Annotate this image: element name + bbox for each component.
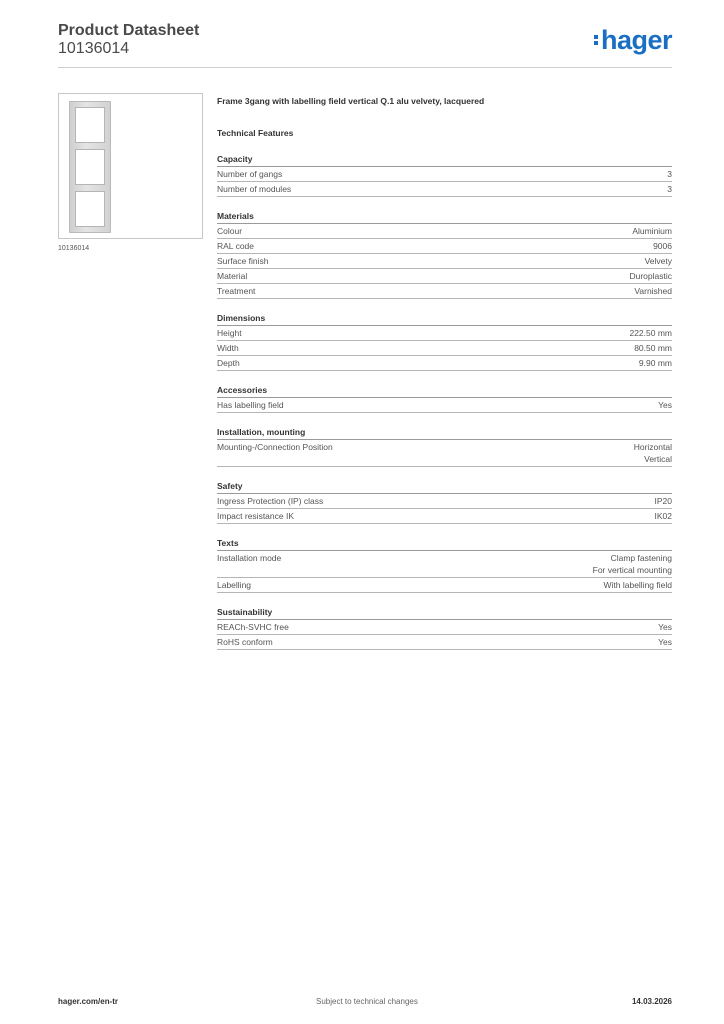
- footer-disclaimer: Subject to technical changes: [316, 997, 418, 1006]
- spec-value: [658, 621, 672, 633]
- spec-row: [217, 239, 672, 254]
- section-title: Dimensions: [217, 312, 672, 326]
- spec-label: Has labelling field: [217, 400, 284, 410]
- spec-value-line: 9006: [653, 241, 672, 251]
- spec-value: [639, 357, 672, 369]
- spec-row: [217, 326, 672, 341]
- spec-row: [217, 509, 672, 524]
- spec-label: RAL code: [217, 241, 255, 251]
- section-texts: [217, 537, 672, 593]
- spec-value: [658, 636, 672, 648]
- spec-label: REACh-SVHC free: [217, 622, 289, 632]
- spec-label: Colour: [217, 226, 243, 236]
- spec-label: Treatment: [217, 286, 256, 296]
- spec-value: [634, 285, 672, 297]
- spec-value: [629, 327, 672, 339]
- spec-value-line: Varnished: [634, 286, 672, 296]
- section-dimensions: [217, 312, 672, 371]
- spec-label: Number of modules: [217, 184, 292, 194]
- datasheet-content: [217, 96, 672, 650]
- spec-row: [217, 284, 672, 299]
- spec-value: [667, 168, 672, 180]
- section-title: Materials: [217, 210, 672, 224]
- spec-label: Mounting-/Connection Position: [217, 442, 333, 452]
- spec-value-line: Yes: [658, 622, 672, 632]
- spec-row: [217, 494, 672, 509]
- spec-row: [217, 341, 672, 356]
- spec-value: [667, 183, 672, 195]
- spec-row: [217, 167, 672, 182]
- spec-row: [217, 254, 672, 269]
- spec-value-line: Horizontal: [633, 442, 672, 452]
- spec-row: [217, 269, 672, 284]
- section-title: Safety: [217, 480, 672, 494]
- spec-value: [645, 255, 672, 267]
- feature-sections: [217, 153, 672, 650]
- spec-value-line: 9.90 mm: [638, 358, 672, 368]
- section-safety: [217, 480, 672, 524]
- spec-value: [653, 240, 672, 252]
- spec-value: [603, 579, 672, 591]
- spec-label: Surface finish: [217, 256, 269, 266]
- header-divider: [58, 67, 672, 68]
- spec-value-line: 3: [667, 169, 672, 179]
- spec-value-line: With labelling field: [603, 580, 672, 590]
- page-title: Product Datasheet: [58, 22, 200, 39]
- footer-website: hager.com/en-tr: [58, 997, 119, 1006]
- spec-label: Number of gangs: [217, 169, 283, 179]
- spec-label: RoHS conform: [217, 637, 273, 647]
- section-accessories: [217, 384, 672, 413]
- spec-value: [634, 441, 672, 465]
- frame-slot: [75, 107, 105, 143]
- spec-value: [632, 225, 672, 237]
- spec-label: Impact resistance IK: [217, 511, 295, 521]
- spec-label: Labelling: [217, 580, 252, 590]
- spec-label: Ingress Protection (IP) class: [217, 496, 324, 506]
- spec-row: [217, 356, 672, 371]
- spec-row: [217, 398, 672, 413]
- spec-value-line: For vertical mounting: [592, 565, 672, 575]
- product-code: 10136014: [58, 40, 130, 57]
- spec-value-line: 3: [667, 184, 672, 194]
- spec-value-line: 222.50 mm: [629, 328, 672, 338]
- section-title: Accessories: [217, 384, 672, 398]
- spec-value-line: Yes: [658, 400, 672, 410]
- technical-features-heading: Technical Features: [217, 128, 294, 138]
- frame-slot: [75, 191, 105, 227]
- spec-value: [655, 495, 673, 507]
- spec-label: Installation mode: [217, 553, 282, 563]
- product-image: [58, 93, 203, 239]
- spec-row: [217, 182, 672, 197]
- frame-slot: [75, 149, 105, 185]
- image-caption: 10136014: [58, 245, 90, 252]
- spec-value-line: IP20: [654, 496, 672, 506]
- spec-row: [217, 578, 672, 593]
- spec-value: [655, 510, 673, 522]
- spec-value-line: Duroplastic: [629, 271, 672, 281]
- section-materials: [217, 210, 672, 299]
- spec-value-line: Velvety: [644, 256, 672, 266]
- logo-dots-icon: [594, 33, 600, 47]
- spec-row: [217, 440, 672, 467]
- spec-row: [217, 635, 672, 650]
- section-sustainability: [217, 606, 672, 650]
- spec-value-line: Vertical: [644, 454, 672, 464]
- spec-value-line: Yes: [658, 637, 672, 647]
- frame-3gang-image: [69, 101, 111, 233]
- section-title: Texts: [217, 537, 672, 551]
- hager-logo: [594, 26, 672, 54]
- section-title: Installation, mounting: [217, 426, 672, 440]
- footer-date: 14.03.2026: [631, 997, 672, 1006]
- spec-value-line: 80.50 mm: [634, 343, 672, 353]
- product-title: Frame 3gang with labelling field vertical Q.1 alu velvety, lacquered: [217, 96, 485, 106]
- spec-label: Depth: [217, 358, 240, 368]
- spec-label: Width: [217, 343, 239, 353]
- section-installation-mounting: [217, 426, 672, 467]
- spec-value-line: IK02: [654, 511, 672, 521]
- spec-label: Material: [217, 271, 248, 281]
- section-title: Capacity: [217, 153, 672, 167]
- section-capacity: [217, 153, 672, 197]
- spec-row: [217, 551, 672, 578]
- spec-value: [634, 342, 672, 354]
- logo-text: hager: [600, 25, 672, 55]
- spec-value: [593, 552, 672, 576]
- spec-row: [217, 224, 672, 239]
- spec-label: Height: [217, 328, 242, 338]
- spec-value-line: Aluminium: [632, 226, 672, 236]
- spec-value-line: Clamp fastening: [610, 553, 672, 563]
- section-title: Sustainability: [217, 606, 672, 620]
- spec-value: [658, 399, 672, 411]
- spec-value: [629, 270, 672, 282]
- page-header: [58, 22, 199, 58]
- spec-row: [217, 620, 672, 635]
